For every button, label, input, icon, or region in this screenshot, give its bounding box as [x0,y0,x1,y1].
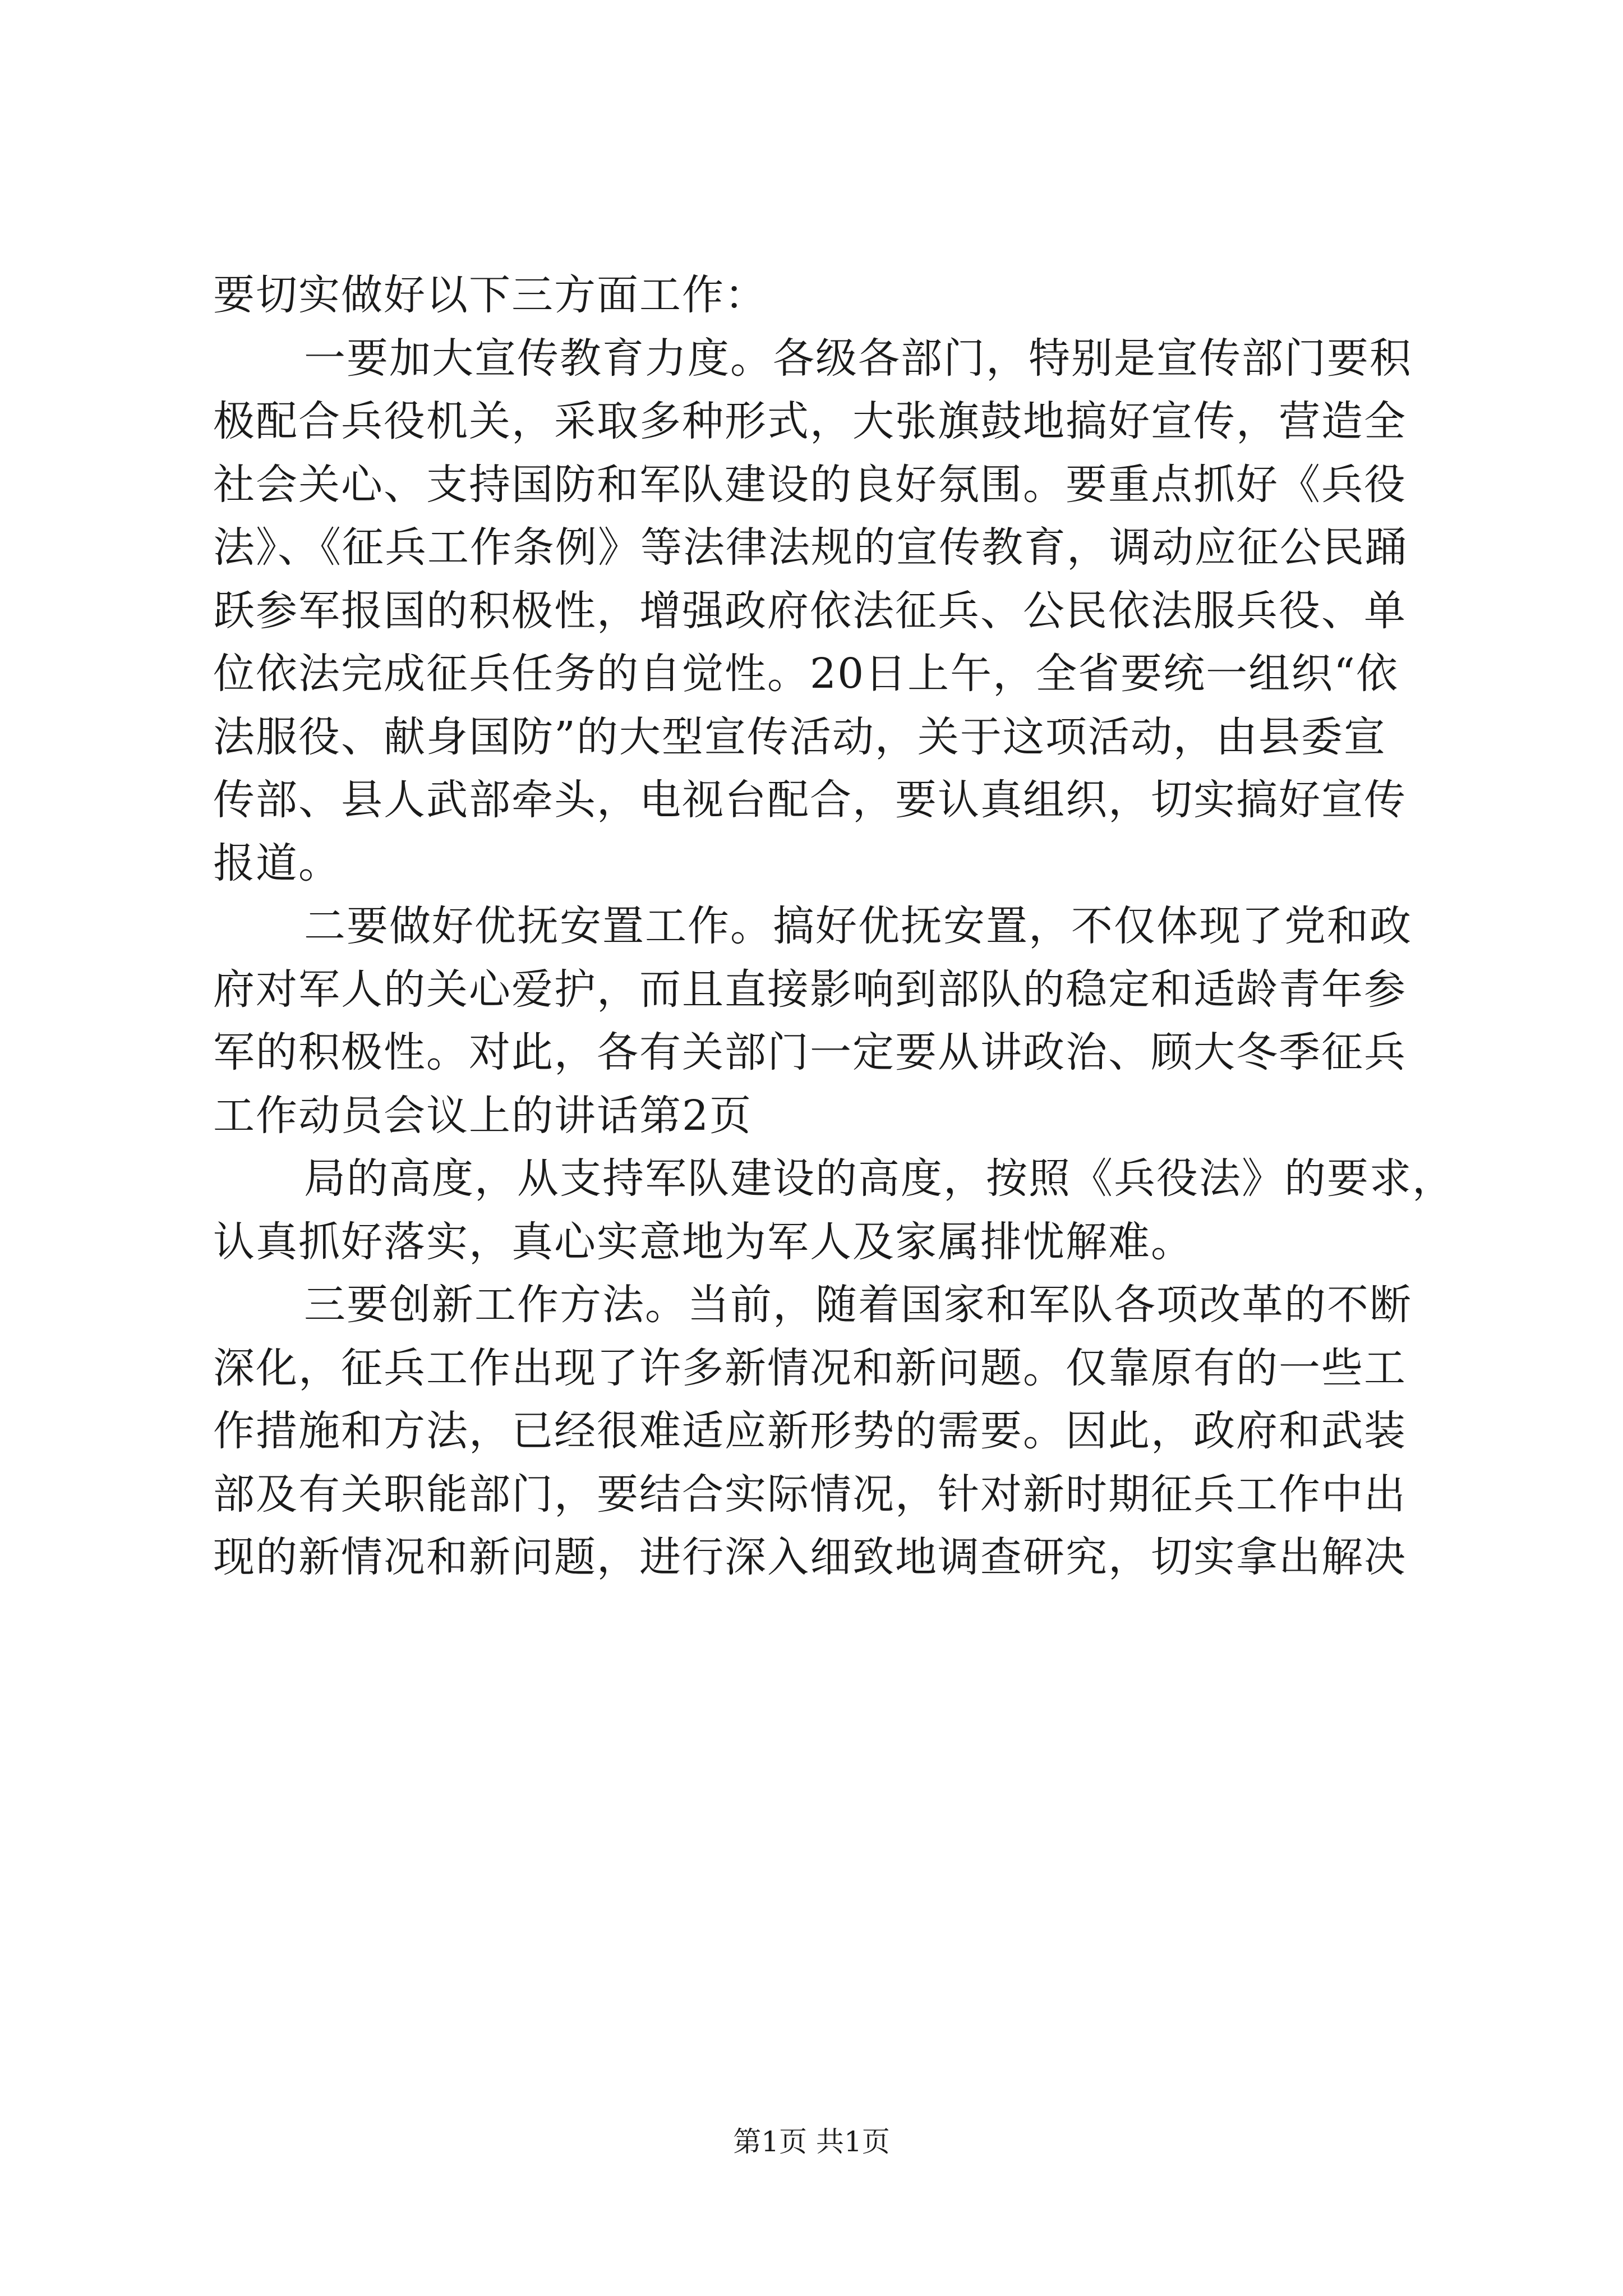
document-body [213,264,1455,1589]
text-line: 法服役、献身国防”的大型宣传活动，关于这项活动，由县委宣 [213,712,1386,761]
text-line: 作措施和方法，已经很难适应新形势的需要。因此，政府和武装 [213,1407,1407,1455]
text-line: 认真抓好落实，真心实意地为军人及家属排忧解难。 [213,1217,1193,1266]
text-line: 社会关心、支持国防和军队建设的良好氛围。要重点抓好《兵役 [213,460,1407,509]
text-line: 传部、县人武部牵头，电视台配合，要认真组织，切实搞好宣传 [213,776,1407,824]
text-line: 报道。 [213,839,341,887]
text-line: 现的新情况和新问题，进行深入细致地调查研究，切实拿出解决 [213,1533,1407,1581]
text-line: 工作动员会议上的讲话第2页 [213,1091,753,1140]
page-number-label: 第1页 共1页 [733,2125,890,2158]
text-line: 府对军人的关心爱护，而且直接影响到部队的稳定和适龄青年参 [213,965,1407,1014]
paragraph-first-line: 二要做好优抚安置工作。搞好优抚安置，不仅体现了党和政 [304,902,1412,950]
text-line: 位依法完成征兵任务的自觉性。20日上午，全省要统一组织“依 [213,650,1399,698]
text-line: 军的积极性。对此，各有关部门一定要从讲政治、顾大冬季征兵 [213,1028,1407,1076]
paragraph-first-line: 一要加大宣传教育力度。各级各部门，特别是宣传部门要积 [304,334,1412,383]
text-line: 深化，征兵工作出现了许多新情况和新问题。仅靠原有的一些工 [213,1343,1407,1392]
text-line: 部及有关职能部门，要结合实际情况，针对新时期征兵工作中出 [213,1470,1407,1519]
text-line: 极配合兵役机关，采取多种形式，大张旗鼓地搞好宣传，营造全 [213,397,1407,445]
page-footer [0,2119,1623,2160]
paragraph-first-line: 局的高度，从支持军队建设的高度，按照《兵役法》的要求， [304,1154,1455,1203]
text-line: 跃参军报国的积极性，增强政府依法征兵、公民依法服兵役、单 [213,586,1407,635]
text-line: 法》、《征兵工作条例》等法律法规的宣传教育，调动应征公民踊 [213,523,1408,572]
paragraph-first-line: 三要创新工作方法。当前，随着国家和军队各项改革的不断 [304,1281,1412,1329]
text-line: 要切实做好以下三方面工作： [213,271,767,319]
